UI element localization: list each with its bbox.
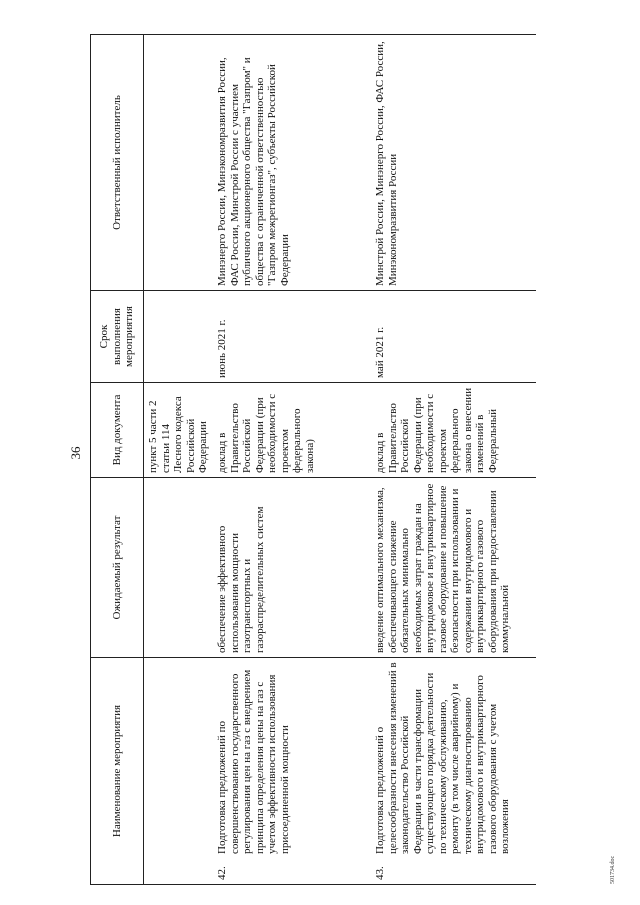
cell-doc: доклад в Правительство Российской Федерации (при необходимости с проектом федерального закона о внесении изменений в Федеральный [366,383,536,478]
cell-doc: пункт 5 части 2 статьи 114 Лесного кодекса Российской Федерации [144,383,213,478]
header-name: Наименование мероприятия [91,658,144,885]
measures-table [90,34,536,885]
table-row-continuation [144,35,213,885]
header-doc: Вид документа [91,383,144,478]
header-result: Ожидаемый результат [91,478,144,658]
page-number: 36 [68,446,83,460]
cell-date: июнь 2021 г. [212,291,366,383]
header-date: Срок выполнения мероприятия [91,291,144,383]
cell-name [212,658,366,885]
measure-name: Подготовка предложений по совершенствованию государственного регулирования цен на газ с внедрением принципа определения цены на газ с учетом эффективности использования присоединенной мощности [216,669,291,854]
cell-result: введение оптимального механизма, обеспечивающего снижение обязательных минимально необходимых затрат граждан на внутридомовое и внутриквартирное газовое оборудование и повышение безопасности при использовании и содержании внутридомового и внутриквартирного газового оборудования при предоставлении коммунальной [366,478,536,658]
header-exec: Ответственный исполнитель [91,35,144,291]
cell-name [366,658,536,885]
cell-exec: Минэнерго России, Минэкономразвития России, ФАС России, Минстрой России с участием публичного акционерного общества "Газпром" и общества с ограниченной ответственностью "Газпром межрегионгаз", субъекты Российской Федерации [212,35,366,291]
table-row [212,35,366,885]
footer-filename: 501734.doc [610,855,616,884]
cell-doc: доклад в Правительство Российской Федерации (при необходимости с проектом федерального закона) [212,383,366,478]
cell-date: май 2021 г. [366,291,536,383]
cell-exec: Минстрой России, Минэнерго России, ФАС России, Минэкономразвития России [366,35,536,291]
row-number: 42. [216,866,228,880]
cell-result [144,478,213,658]
rotated-table-container [90,35,530,885]
cell-date [144,291,213,383]
cell-exec [144,35,213,291]
cell-result: обеспечение эффективного использования мощности газотранспортных и газораспределительных систем [212,478,366,658]
table-header-row [91,35,144,885]
measure-name: Подготовка предложений о целесообразности внесения изменений в законодательство Российской Федерации в части трансформации существующего порядка деятельности по техническому обслуживанию, ремонту (в том числе аварийному) и техническому диагностированию внутридомового и внутриквартирного газового оборудования с учетом возложения [374,662,511,854]
cell-name [144,658,213,885]
table-row [366,35,536,885]
row-number: 43. [374,866,386,880]
